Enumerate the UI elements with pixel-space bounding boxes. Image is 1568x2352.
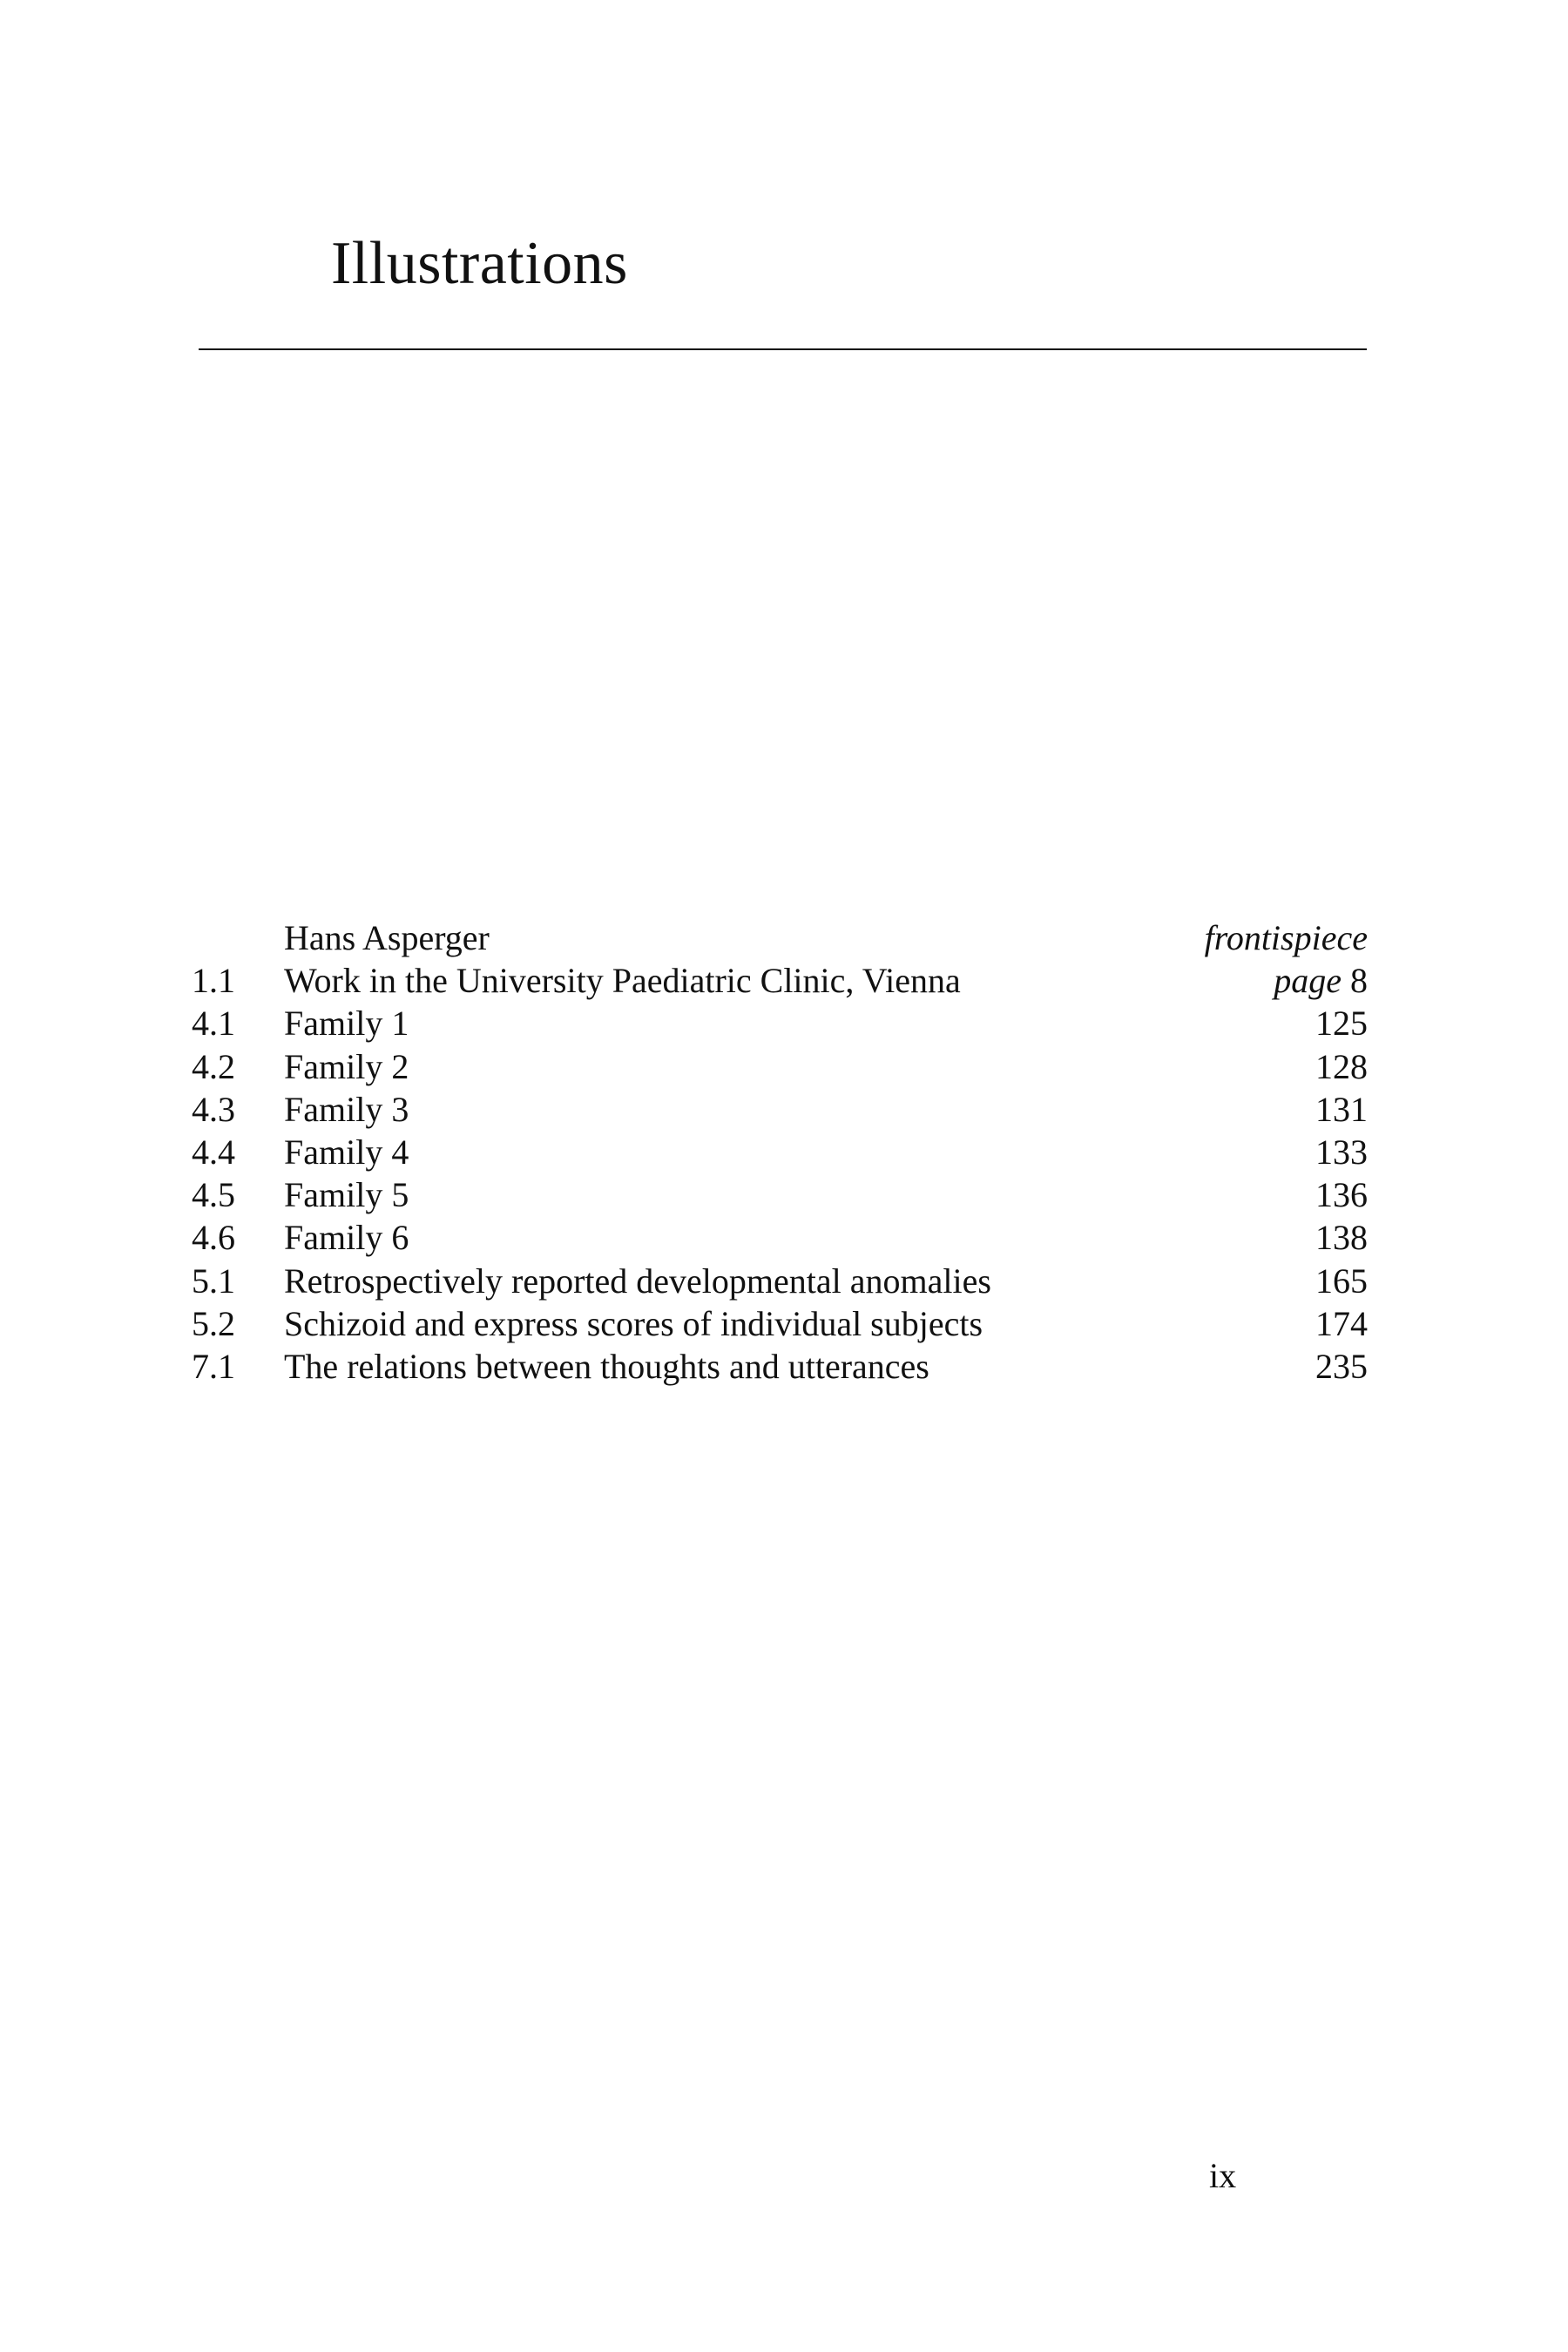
title-rule — [199, 348, 1367, 350]
illustration-title: Work in the University Paediatric Clinic, Vienna — [284, 961, 961, 1001]
list-item — [192, 1045, 1368, 1088]
illustration-number: 5.2 — [192, 1303, 235, 1343]
list-item — [192, 916, 1368, 959]
page-title: Illustrations — [331, 230, 628, 297]
page-prefix: frontispiece — [1204, 918, 1368, 957]
list-item — [192, 1131, 1368, 1173]
page-number: 165 — [1315, 1260, 1368, 1301]
illustration-number: 5.1 — [192, 1260, 235, 1301]
illustration-title: Schizoid and express scores of individual subjects — [284, 1303, 983, 1343]
page-number: 131 — [1315, 1089, 1368, 1129]
illustration-page — [1274, 959, 1368, 1002]
illustration-number: 4.4 — [192, 1132, 235, 1172]
illustration-title: The relations between thoughts and utterances — [284, 1346, 929, 1386]
page-number: 136 — [1315, 1175, 1368, 1215]
list-item — [192, 1216, 1368, 1259]
illustration-number: 4.6 — [192, 1218, 235, 1258]
page-number: 128 — [1315, 1046, 1368, 1086]
page-number: 174 — [1315, 1303, 1368, 1343]
illustration-title: Family 6 — [284, 1218, 409, 1258]
illustration-title: Family 5 — [284, 1175, 409, 1215]
list-item — [192, 1260, 1368, 1302]
illustration-title: Family 3 — [284, 1089, 409, 1129]
illustration-title: Retrospectively reported developmental anomalies — [284, 1260, 991, 1301]
page-folio: ix — [1209, 2156, 1237, 2195]
illustration-number: 4.1 — [192, 1004, 235, 1044]
illustrations-list — [192, 916, 1368, 1388]
list-item — [192, 1173, 1368, 1216]
illustration-number: 4.5 — [192, 1175, 235, 1215]
page-number: 8 — [1350, 961, 1368, 1001]
illustration-title: Family 4 — [284, 1132, 409, 1172]
page-number: 235 — [1315, 1346, 1368, 1386]
illustration-number: 4.3 — [192, 1089, 235, 1129]
list-item — [192, 959, 1368, 1002]
page-number: 138 — [1315, 1218, 1368, 1258]
illustration-page — [1205, 916, 1368, 959]
illustration-title: Hans Asperger — [284, 918, 490, 957]
page-number: 125 — [1315, 1004, 1368, 1044]
illustration-number: 7.1 — [192, 1346, 235, 1386]
list-item — [192, 1302, 1368, 1345]
illustration-title: Family 1 — [284, 1004, 409, 1044]
list-item — [192, 1002, 1368, 1044]
page-number: 133 — [1315, 1132, 1368, 1172]
list-item — [192, 1088, 1368, 1131]
illustration-title: Family 2 — [284, 1046, 409, 1086]
illustration-number: 4.2 — [192, 1046, 235, 1086]
list-item — [192, 1345, 1368, 1388]
illustration-number: 1.1 — [192, 961, 235, 1001]
page-prefix: page — [1274, 961, 1342, 1001]
